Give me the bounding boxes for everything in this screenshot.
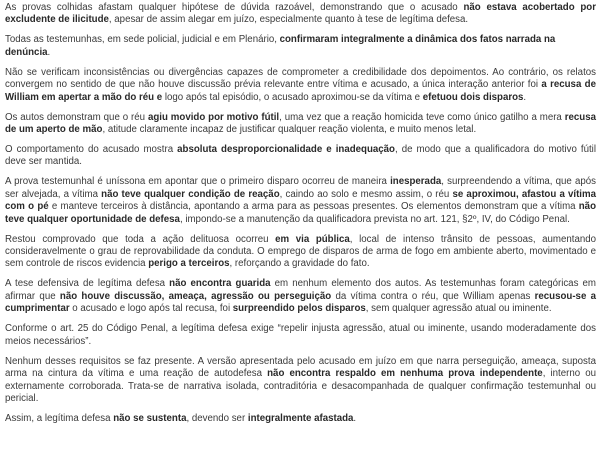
bold-text: perigo a terceiros (148, 258, 230, 270)
text-run: A tese defensiva de legítima defesa (5, 278, 170, 290)
paragraph-3 (5, 67, 596, 104)
text-run: , caindo ao solo e mesmo assim, o réu (279, 188, 453, 200)
paragraph-6 (5, 176, 596, 226)
paragraph-9 (5, 323, 596, 348)
text-run: , local de intenso trânsito de pessoas, aumentando consideravelmente o grau de reprovabilidade da conduta. O emprego de disparos de arma de fogo em ambiente aberto, movimentado e sem controle de riscos evidencia (5, 233, 597, 270)
bold-text: surpreendido pelos disparos (232, 303, 366, 315)
bold-text: não teve qualquer oportunidade de defesa (5, 201, 596, 225)
bold-text: não encontra guarida (169, 278, 271, 290)
bold-text: confirmaram integralmente a dinâmica dos fatos narrada na denúncia (5, 34, 556, 58)
paragraph-2 (5, 34, 596, 59)
text-run: Não se verificam inconsistências ou divergências capazes de comprometer a credibilidade dos depoimentos. Ao contrário, os relatos convergem no sentido de que não houve discussão prévia relevante entre vítima e acusado, a única interação anterior foi (5, 66, 596, 91)
bold-text: não teve qualquer condição de reação (101, 188, 280, 200)
bold-text: recusou-se a cumprimentar (5, 290, 597, 315)
text-run: o acusado e logo após tal recusa, foi (69, 303, 233, 315)
text-run: Restou comprovado que toda a ação delituosa ocorreu (5, 233, 276, 245)
text-run: . (47, 46, 51, 58)
bold-text: inesperada (390, 176, 442, 188)
paragraph-8 (5, 278, 596, 315)
bold-text: não estava acobertado por excludente de ilicitude (5, 2, 596, 26)
paragraph-7 (5, 234, 596, 271)
text-run: O comportamento do acusado mostra (5, 144, 178, 156)
bold-text: não houve discussão, ameaça, agressão ou perseguição (59, 290, 332, 302)
bold-text: absoluta desproporcionalidade e inadequação (177, 144, 395, 156)
bold-text: não se sustenta (113, 412, 187, 424)
text-run: , uma vez que a reação homicida teve como único gatilho a mera (279, 111, 565, 123)
text-run: em nenhum elemento dos autos. As testemunhas foram categóricas em afirmar que (5, 278, 596, 302)
text-run: Assim, a legítima defesa (5, 412, 114, 424)
paragraph-10 (5, 356, 596, 406)
text-run: , interno ou externamente corroborada. Trata-se de narrativa isolada, contraditória e desacompanhada de qualquer confirmação testemunhal ou pericial. (5, 368, 596, 404)
text-run: . (523, 91, 527, 103)
text-run: , devendo ser (186, 412, 248, 424)
text-run: Todas as testemunhas, em sede policial, judicial e em Plenário, (5, 34, 280, 46)
paragraph-1 (5, 2, 596, 27)
paragraph-11 (5, 413, 596, 425)
text-run: , impondo-se a manutenção da qualificadora prevista no art. 121, §2º, IV, do Código Penal. (179, 213, 570, 225)
bold-text: efetuou dois disparos (422, 91, 524, 103)
text-run: da vítima contra o réu, que William apenas (331, 290, 535, 302)
text-run: Conforme o art. 25 do Código Penal, a legítima defesa exige “repelir injusta agressão, atual ou iminente, usando moderadamente dos meios necessários”. (5, 323, 596, 347)
text-run: As provas colhidas afastam qualquer hipótese de dúvida razoável, demonstrando que o acusado (5, 2, 464, 13)
text-run: , apesar de assim alegar em juízo, especialmente quanto à tese de legítima defesa. (108, 14, 469, 26)
paragraph-4 (5, 112, 596, 137)
bold-text: se aproximou, afastou a vítima com o pé (5, 188, 596, 213)
text-run: , de modo que a qualificadora do motivo fútil deve ser mantida. (5, 144, 596, 168)
bold-text: em via pública (275, 233, 350, 245)
text-run: Os autos demonstram que o réu (5, 111, 148, 123)
text-run: Nenhum desses requisitos se faz presente. A versão apresentada pelo acusado em juízo em que narra perseguição, ameaça, suposta arma na cintura da vítima e uma reação de autodefesa (5, 355, 596, 380)
bold-text: integralmente afastada (247, 412, 354, 424)
text-run: , reforçando a gravidade do fato. (229, 258, 370, 270)
bold-text: a recusa de William em apertar a mão do réu e (5, 79, 596, 103)
bold-text: recusa de um aperto de mão (5, 111, 596, 136)
paragraph-5 (5, 144, 596, 169)
text-run: logo após tal episódio, o acusado aproximou-se da vítima e (162, 91, 423, 103)
text-run: A prova testemunhal é uníssona em apontar que o primeiro disparo ocorreu de maneira (5, 176, 391, 188)
bold-text: não encontra respaldo em nenhuma prova independente (267, 368, 543, 380)
text-run: e manteve terceiros à distância, apontando a arma para as pessoas presentes. Os elementos demonstram que a vítima (48, 201, 579, 213)
text-run: . (353, 412, 357, 424)
text-run: , sem qualquer agressão atual ou iminente. (365, 303, 552, 315)
bold-text: agiu movido por motivo fútil (147, 111, 280, 123)
text-run: , surpreendendo a vítima, que após ser alvejada, a vítima (5, 176, 596, 200)
text-run: , atitude claramente incapaz de justificar qualquer reação violenta, e muito menos letal. (102, 124, 477, 136)
